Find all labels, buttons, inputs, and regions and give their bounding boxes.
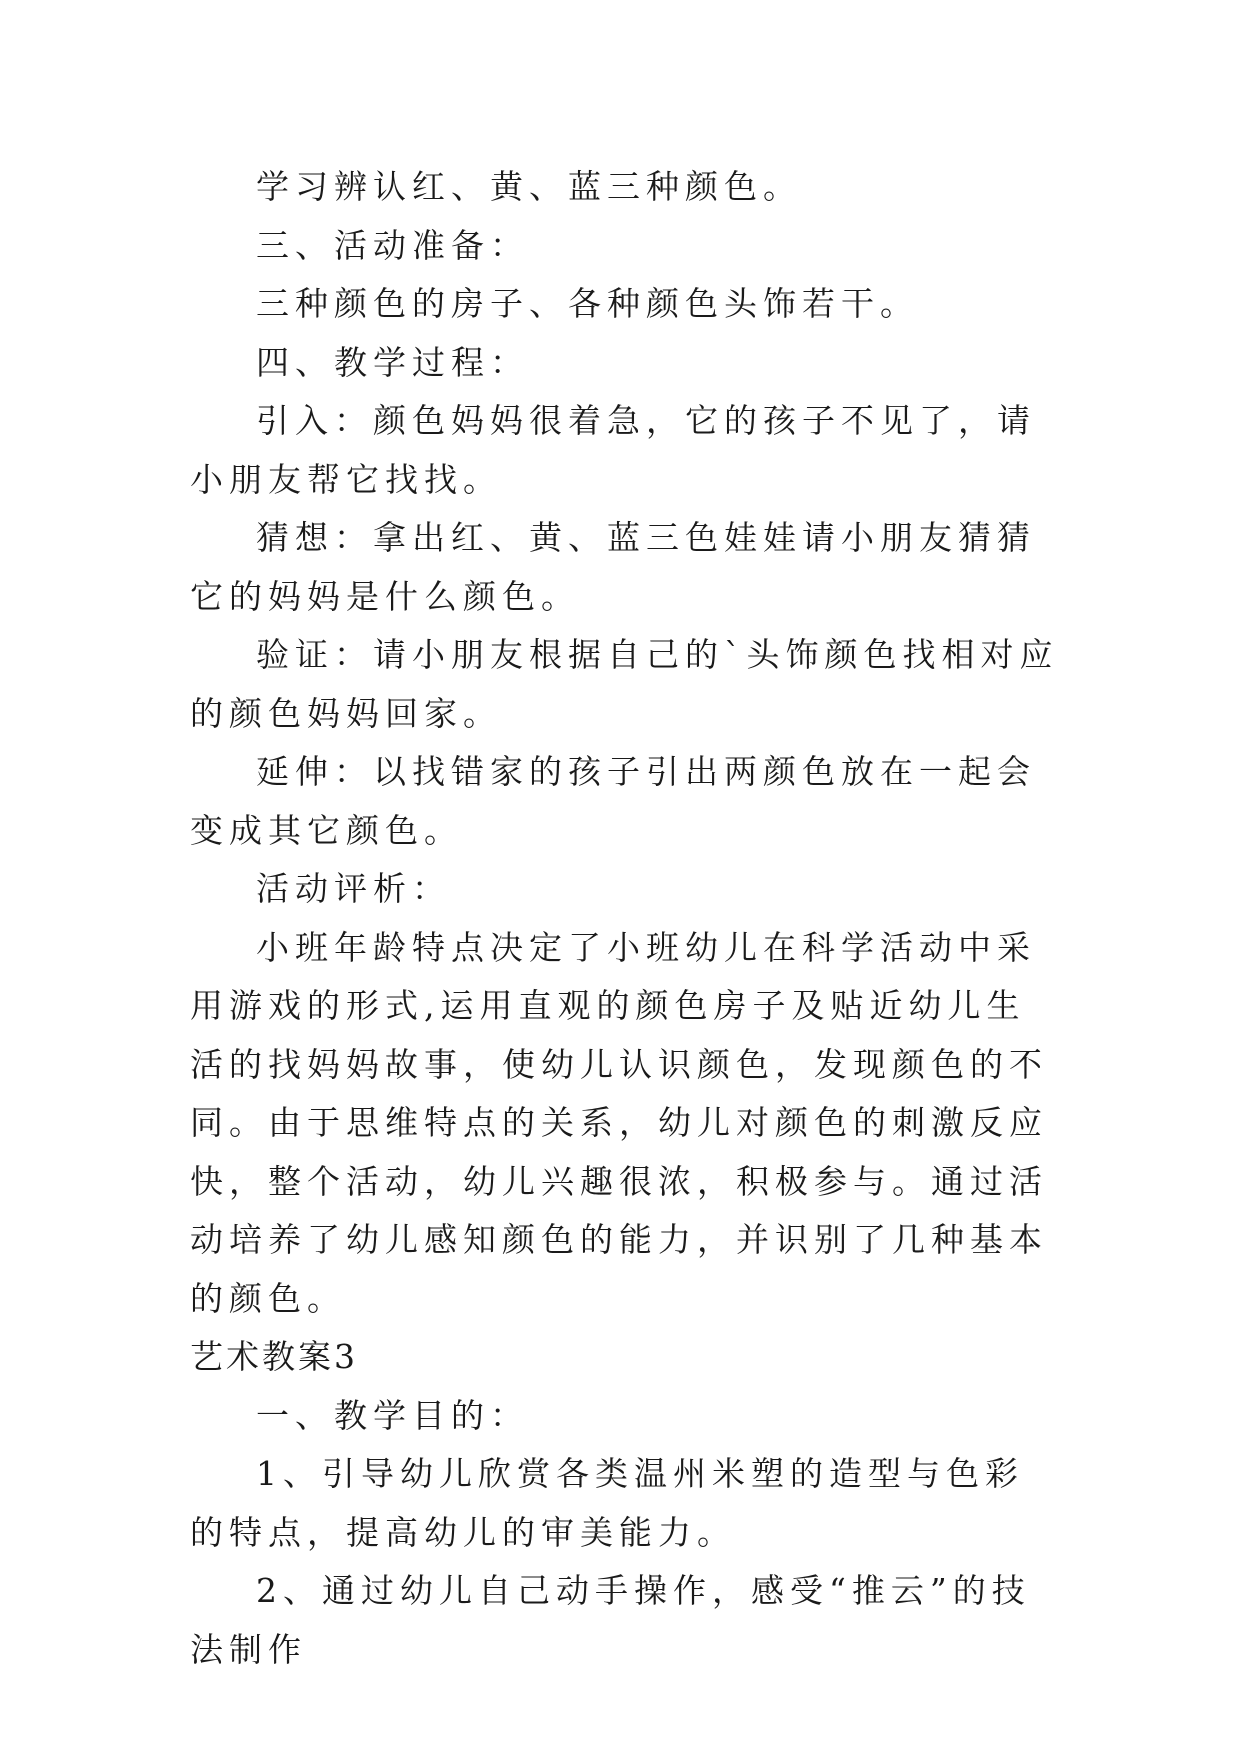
section-heading-objectives: 一、教学目的：: [256, 1395, 529, 1435]
paragraph: 猜想：拿出红、黄、蓝三色娃娃请小朋友猜猜它的妈妈是什么颜色。: [190, 518, 1036, 616]
paragraph: 三种颜色的房子、各种颜色头饰若干。: [256, 284, 919, 323]
paragraph: 验证：请小朋友根据自己的`头饰颜色找相对应的颜色妈妈回家。: [190, 635, 1059, 733]
paragraph: 延伸：以找错家的孩子引出两颜色放在一起会变成其它颜色。: [190, 752, 1036, 850]
paragraph: 2、通过幼儿自己动手操作，感受“推云”的技法制作: [190, 1571, 1031, 1669]
paragraph: 学习辨认红、黄、蓝三种颜色。: [256, 167, 802, 206]
section-heading-preparation: 三、活动准备：: [256, 225, 529, 265]
paragraph: 小班年龄特点决定了小班幼儿在科学活动中采用游戏的形式,运用直观的颜色房子及贴近幼儿生活的找妈妈故事，使幼儿认识颜色，发现颜色的不同。由于思维特点的关系，幼儿对颜色的刺激反应快，整个活动，幼儿兴趣很浓，积极参与。通过活动培养了幼儿感知颜色的能力，并识别了几种基本的颜色。: [190, 927, 1048, 1318]
section-heading-analysis: 活动评析：: [256, 869, 451, 908]
document-body: [190, 158, 1060, 1679]
lesson-title: 艺术教案3: [190, 1337, 358, 1376]
paragraph: 引入：颜色妈妈很着急，它的孩子不见了，请小朋友帮它找找。: [190, 401, 1036, 499]
section-heading-process: 四、教学过程：: [256, 342, 529, 382]
paragraph: 1、引导幼儿欣赏各类温州米塑的造型与色彩的特点，提高幼儿的审美能力。: [190, 1454, 1024, 1552]
